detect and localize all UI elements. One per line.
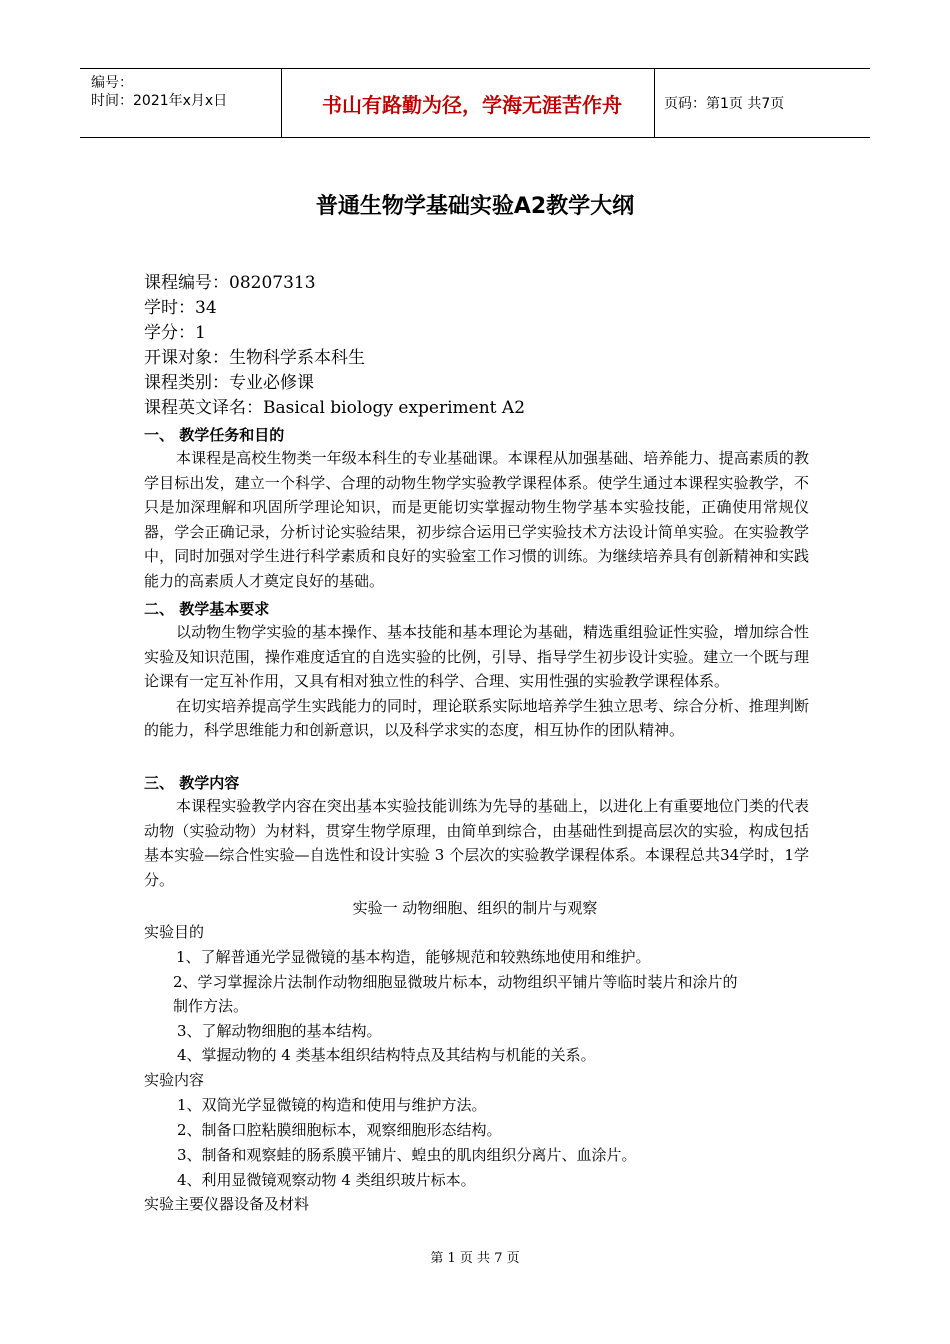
purpose-item: 3、了解动物细胞的基本结构。 bbox=[177, 1022, 382, 1040]
section-2-body bbox=[144, 620, 809, 743]
section-1-body bbox=[144, 446, 809, 593]
course-number: 课程编号：08207313 bbox=[144, 273, 316, 293]
course-hours: 学时：34 bbox=[144, 298, 217, 318]
page-header bbox=[80, 68, 870, 138]
paragraph: 本课程实验教学内容在突出基本实验技能训练为先导的基础上，以进化上有重要地位门类的代表动物（实验动物）为材料，贯穿生物学原理，由简单到综合，由基础性到提高层次的实验，构成包括基本实验—综合性实验—自选性和设计实验 3 个层次的实验教学课程体系。本课程总共34学时，1学分。 bbox=[144, 797, 809, 889]
header-page-info: 页码：第1页 共7页 bbox=[664, 96, 785, 112]
document-title: 普通生物学基础实验A2教学大纲 bbox=[315, 194, 635, 219]
purpose-item-continued: 制作方法。 bbox=[173, 997, 249, 1015]
doc-number-label: 编号： bbox=[91, 75, 133, 91]
section-heading-2: 二、 教学基本要求 bbox=[144, 600, 270, 618]
section-heading-3: 三、 教学内容 bbox=[144, 774, 240, 792]
purpose-heading: 实验目的 bbox=[144, 923, 205, 941]
doc-time-label: 时间：2021年x月x日 bbox=[91, 93, 228, 109]
paragraph: 本课程是高校生物类一年级本科生的专业基础课。本课程从加强基础、培养能力、提高素质的教学目标出发，建立一个科学、合理的动物生物学实验教学课程体系。使学生通过本课程实验教学，不只是加深理解和巩固所学理论知识，而是更能切实掌握动物生物学基本实验技能，正确使用常规仪器，学会正确记录，分析讨论实验结果，初步综合运用已学实验技术方法设计简单实验。在实验教学中，同时加强对学生进行科学素质和良好的实验室工作习惯的训练。为继续培养具有创新精神和实践能力的高素质人才奠定良好的基础。 bbox=[144, 449, 809, 590]
header-motto: 书山有路勤为径，学海无涯苦作舟 bbox=[322, 92, 622, 117]
equipment-heading: 实验主要仪器设备及材料 bbox=[144, 1195, 310, 1213]
paragraph: 在切实培养提高学生实践能力的同时，理论联系实际地培养学生独立思考、综合分析、推理判断的能力，科学思维能力和创新意识，以及科学求实的态度，相互协作的团队精神。 bbox=[144, 696, 809, 739]
header-page-cell bbox=[654, 69, 870, 137]
page-footer: 第 1 页 共 7 页 bbox=[430, 1251, 520, 1266]
paragraph: 以动物生物学实验的基本操作、基本技能和基本理论为基础，精选重组验证性实验，增加综合性实验及知识范围，操作难度适宜的自选实验的比例，引导、指导学生初步设计实验。建立一个既与理论课有一定互补作用，又具有相对独立性的科学、合理、实用性强的实验教学课程体系。 bbox=[144, 623, 809, 690]
content-item: 3、制备和观察蛙的肠系膜平铺片、蝗虫的肌肉组织分离片、血涂片。 bbox=[177, 1146, 637, 1164]
experiment-title: 实验一 动物细胞、组织的制片与观察 bbox=[352, 899, 598, 917]
content-item: 1、双筒光学显微镜的构造和使用与维护方法。 bbox=[177, 1096, 487, 1114]
content-heading: 实验内容 bbox=[144, 1071, 205, 1089]
purpose-item: 2、学习掌握涂片法制作动物细胞显微玻片标本，动物组织平铺片等临时装片和涂片的 bbox=[173, 973, 738, 991]
course-credits: 学分：1 bbox=[144, 323, 206, 343]
content-item: 2、制备口腔粘膜细胞标本，观察细胞形态结构。 bbox=[177, 1121, 502, 1139]
purpose-item: 1、了解普通光学显微镜的基本构造，能够规范和较熟练地使用和维护。 bbox=[176, 948, 651, 966]
purpose-item: 4、掌握动物的 4 类基本组织结构特点及其结构与机能的关系。 bbox=[177, 1046, 596, 1064]
content-item: 4、利用显微镜观察动物 4 类组织玻片标本。 bbox=[177, 1171, 476, 1189]
course-audience: 开课对象：生物科学系本科生 bbox=[144, 348, 365, 368]
section-heading-1: 一、 教学任务和目的 bbox=[144, 426, 285, 444]
header-meta-cell bbox=[80, 69, 281, 137]
course-english-name: 课程英文译名：Basical biology experiment A2 bbox=[144, 398, 526, 418]
course-category: 课程类别：专业必修课 bbox=[144, 373, 314, 393]
section-3-body bbox=[144, 794, 809, 892]
header-motto-cell bbox=[281, 69, 655, 137]
